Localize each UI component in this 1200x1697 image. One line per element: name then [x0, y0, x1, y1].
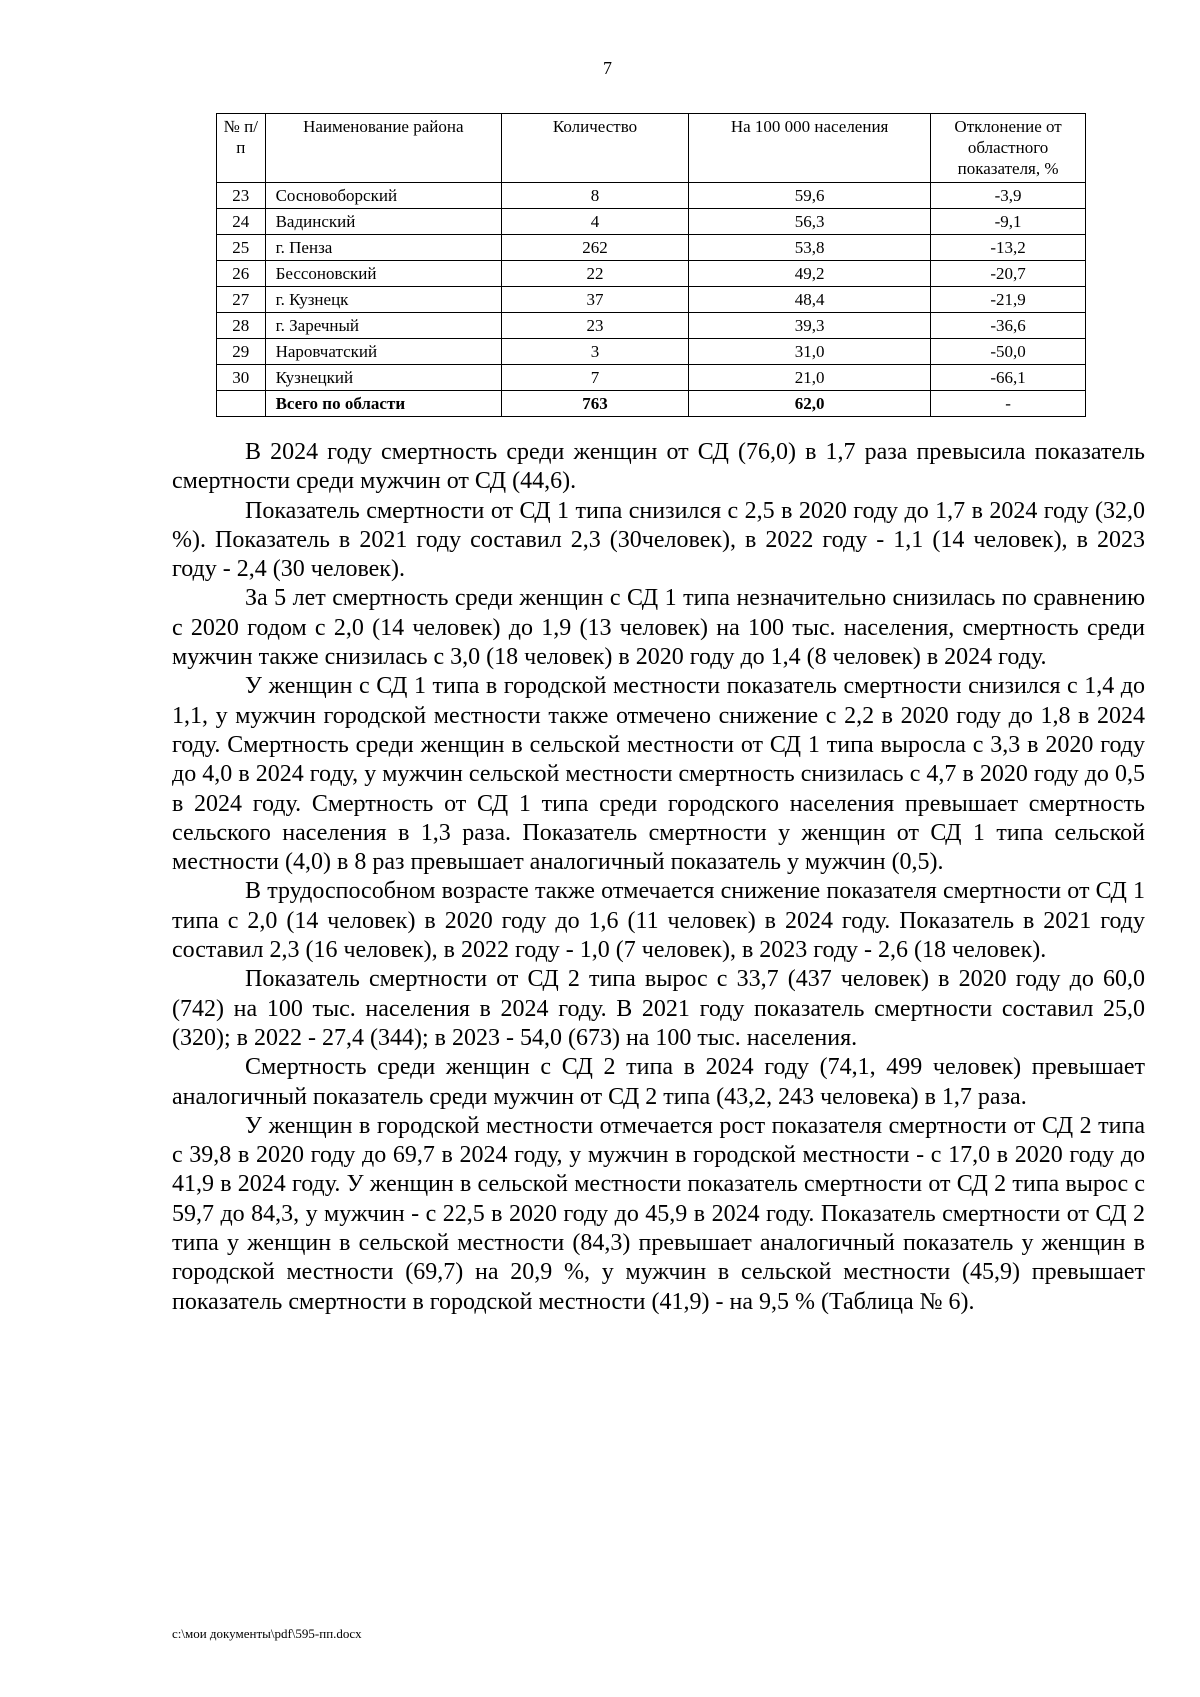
table-row [217, 287, 1086, 313]
cell-count: 7 [501, 365, 688, 391]
paragraph: У женщин с СД 1 типа в городской местности показатель смертности снизился с 1,4 до 1,1, у мужчин городской местности также отмечено снижение с 2,2 в 2020 году до 1,8 в 2024 году. Смертность среди женщин в сельской местности от СД 1 типа выросла с 3,3 в 2020 году до 4,0 в 2024 году, у мужчин сельской местности смертность снизилась с 4,7 в 2020 году до 0,5 в 2024 году. Смертность от СД 1 типа среди городского населения превышает смертность сельского населения в 1,3 раза. Показатель смертности у женщин от СД 1 типа сельской местности (4,0) в 8 раз превышает аналогичный показатель у мужчин (0,5). [172, 673, 1145, 876]
page-number: 7 [603, 58, 612, 78]
cell-count: 22 [501, 261, 688, 287]
paragraph: У женщин в городской местности отмечается рост показателя смертности от СД 2 типа с 39,8 в 2020 году до 69,7 в 2024 году, у мужчин в городской местности - с 17,0 в 2020 году до 41,9 в 2024 году. У женщин в сельской местности показатель смертности от СД 2 типа вырос с 59,7 до 84,3, у мужчин - с 22,5 в 2020 году до 45,9 в 2024 году. Показатель смертности от СД 2 типа у женщин в сельской местности (84,3) превышает аналогичный показатель у женщин в городской местности (69,7) на 20,9 %, у мужчин в сельской местности (45,9) превышает показатель смертности в городской местности (41,9) - на 9,5 % (Таблица № 6). [172, 1112, 1145, 1315]
header-district-name: Наименование района [265, 114, 501, 183]
paragraph: За 5 лет смертность среди женщин с СД 1 типа незначительно снизилась по сравнению с 2020 годом с 2,0 (14 человек) до 1,9 (13 человек) на 100 тыс. населения, смертность среди мужчин также снизилась с 3,0 (18 человек) в 2020 году до 1,4 (8 человек) в 2024 году. [172, 585, 1145, 671]
cell-deviation: -50,0 [931, 339, 1086, 365]
cell-rate: 56,3 [689, 209, 931, 235]
paragraph: В трудоспособном возрасте также отмечается снижение показателя смертности от СД 1 типа с 2,0 (14 человек) в 2020 году до 1,6 (11 человек) в 2024 году. Показатель в 2021 году составил 2,3 (16 человек), в 2022 году - 1,0 (7 человек), в 2023 году - 2,6 (18 человек). [172, 878, 1145, 964]
cell-deviation: -36,6 [931, 313, 1086, 339]
table-row [217, 261, 1086, 287]
cell-rate: 31,0 [689, 339, 931, 365]
cell-name: Кузнецкий [265, 365, 501, 391]
cell-name: г. Пенза [265, 235, 501, 261]
cell-rate: 49,2 [689, 261, 931, 287]
header-count: Количество [501, 114, 688, 183]
cell-num: 29 [217, 339, 266, 365]
cell-name: Вадинский [265, 209, 501, 235]
cell-name: г. Заречный [265, 313, 501, 339]
paragraph: Смертность среди женщин с СД 2 типа в 2024 году (74,1, 499 человек) превышает аналогичный показатель среди мужчин от СД 2 типа (43,2, 243 человека) в 1,7 раза. [172, 1054, 1145, 1110]
cell-rate: 21,0 [689, 365, 931, 391]
table-row [217, 339, 1086, 365]
cell-rate: 53,8 [689, 235, 931, 261]
header-rate-per-100000: На 100 000 населения [689, 114, 931, 183]
header-num: № п/п [217, 114, 266, 183]
cell-deviation: -66,1 [931, 365, 1086, 391]
cell-name: Бессоновский [265, 261, 501, 287]
cell-count: 23 [501, 313, 688, 339]
cell-num: 27 [217, 287, 266, 313]
cell-count: 4 [501, 209, 688, 235]
header-deviation: Отклонение от областного показателя, % [931, 114, 1086, 183]
cell-count: 37 [501, 287, 688, 313]
cell-count: 3 [501, 339, 688, 365]
table-total-row [217, 391, 1086, 417]
cell-num: 23 [217, 183, 266, 209]
table-row [217, 183, 1086, 209]
table-header-row [217, 114, 1086, 183]
district-mortality-table [216, 113, 1086, 417]
cell-count: 262 [501, 235, 688, 261]
cell-name: Наровчатский [265, 339, 501, 365]
cell-deviation: -20,7 [931, 261, 1086, 287]
cell-num: 30 [217, 365, 266, 391]
footer-file-path: c:\мои документы\pdf\595-пп.docx [172, 1626, 362, 1641]
cell-name: г. Кузнецк [265, 287, 501, 313]
cell-rate: 39,3 [689, 313, 931, 339]
paragraph: Показатель смертности от СД 2 типа вырос с 33,7 (437 человек) в 2020 году до 60,0 (742) на 100 тыс. населения в 2024 году. В 2021 году показатель смертности составил 25,0 (320); в 2022 - 27,4 (344); в 2023 - 54,0 (673) на 100 тыс. населения. [172, 966, 1145, 1051]
cell-num: 26 [217, 261, 266, 287]
cell-name: Всего по области [265, 391, 501, 417]
cell-rate: 59,6 [689, 183, 931, 209]
paragraph: Показатель смертности от СД 1 типа снизился с 2,5 в 2020 году до 1,7 в 2024 году (32,0 %). Показатель в 2021 году составил 2,3 (30человек), в 2022 году - 1,1 (14 человек), в 2023 году - 2,4 (30 человек). [172, 497, 1145, 583]
cell-num: 28 [217, 313, 266, 339]
cell-deviation: -13,2 [931, 235, 1086, 261]
cell-name: Сосновоборский [265, 183, 501, 209]
cell-deviation: -3,9 [931, 183, 1086, 209]
table-body [217, 183, 1086, 417]
cell-num: 24 [217, 209, 266, 235]
cell-num [217, 391, 266, 417]
cell-deviation: -9,1 [931, 209, 1086, 235]
table-row [217, 209, 1086, 235]
table-row [217, 365, 1086, 391]
body-text [172, 438, 1145, 1317]
cell-num: 25 [217, 235, 266, 261]
cell-deviation: - [931, 391, 1086, 417]
cell-rate: 48,4 [689, 287, 931, 313]
table-row [217, 313, 1086, 339]
cell-count: 8 [501, 183, 688, 209]
cell-deviation: -21,9 [931, 287, 1086, 313]
paragraph: В 2024 году смертность среди женщин от СД (76,0) в 1,7 раза превысила показатель смертности среди мужчин от СД (44,6). [172, 439, 1145, 495]
cell-count: 763 [501, 391, 688, 417]
table-row [217, 235, 1086, 261]
cell-rate: 62,0 [689, 391, 931, 417]
